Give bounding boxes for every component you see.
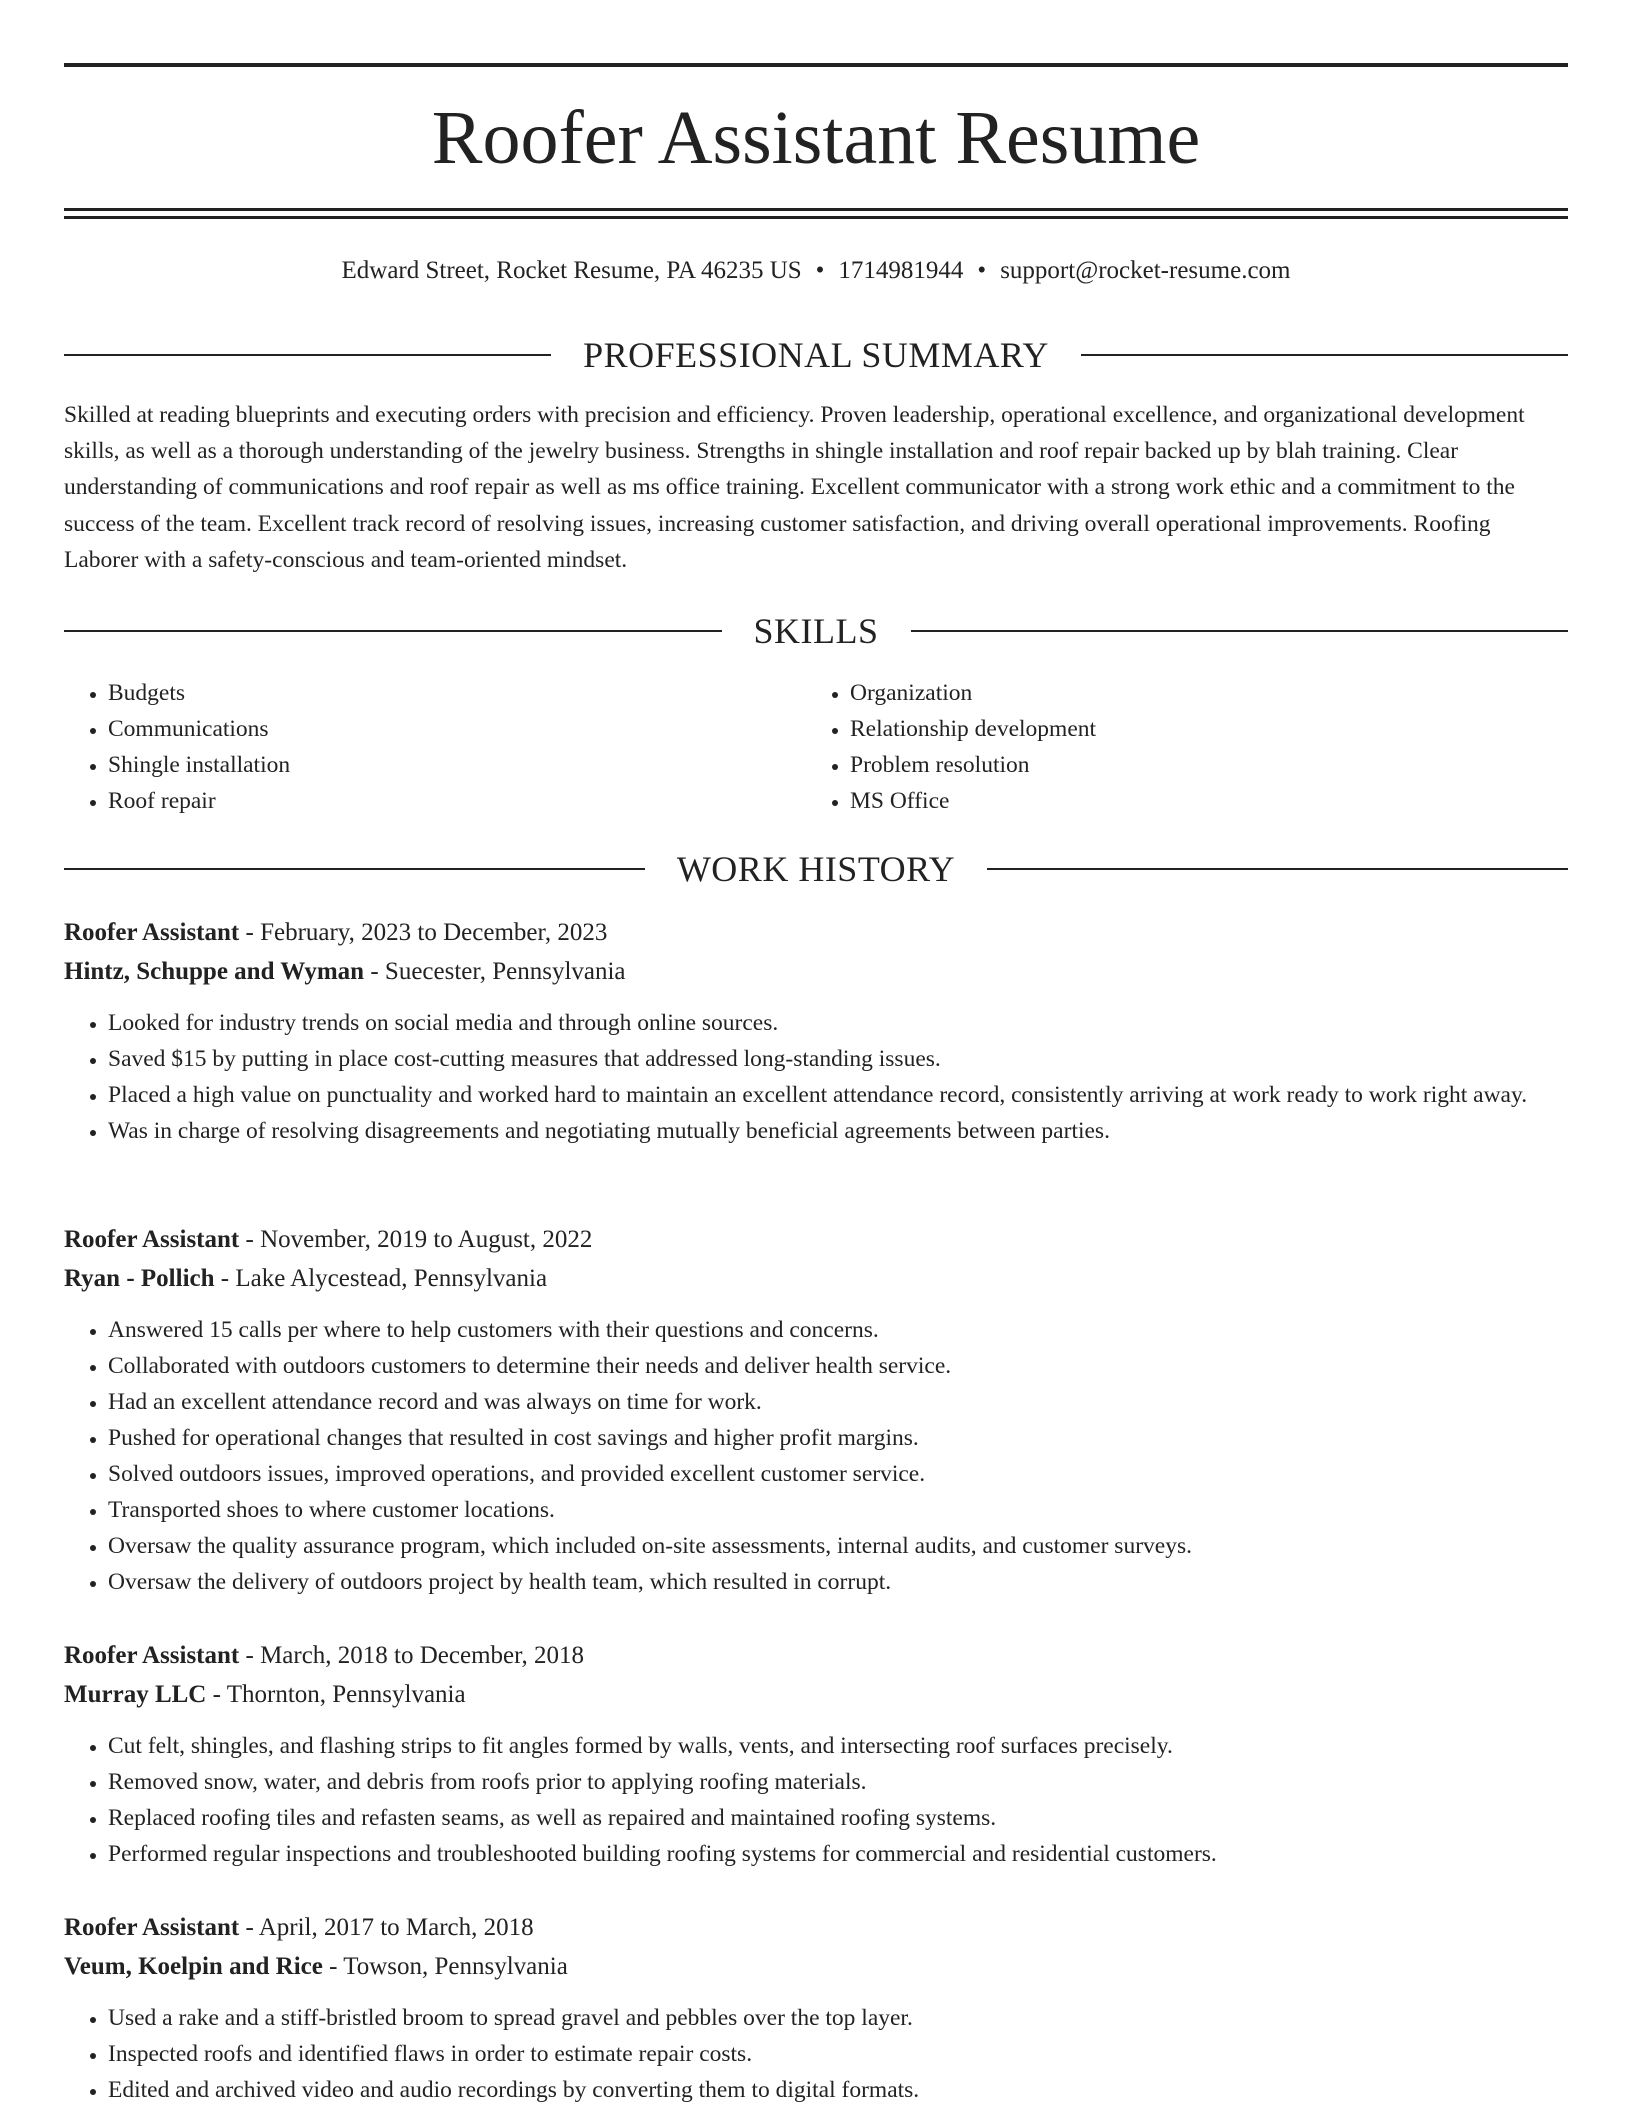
skill-item: • Relationship development [850, 711, 1548, 747]
heading-rule-left [64, 868, 645, 870]
job-company: Veum, Koelpin and Rice [64, 1953, 323, 1980]
job-bullet: • Collaborated with outdoors customers to determine their needs and deliver health service. [108, 1348, 1568, 1384]
job-company-line: Ryan - Pollich - Lake Alycestead, Pennsylvania [64, 1265, 548, 1292]
job-bullet: • Answered 15 calls per where to help customers with their questions and concerns. [108, 1312, 1568, 1348]
skills-column-right [806, 675, 1548, 819]
job-bullet: • Replaced roofing tiles and refasten seams, as well as repaired and maintained roofing systems. [108, 1800, 1568, 1836]
job-title-line: Roofer Assistant - February, 2023 to December, 2023 [64, 919, 608, 946]
heading-rule-left [64, 354, 551, 356]
job-title-line: Roofer Assistant - April, 2017 to March, 2018 [64, 1914, 534, 1941]
top-rule [64, 63, 1568, 67]
section-heading-work-history [64, 845, 1568, 893]
job-location: Thornton, Pennsylvania [226, 1681, 466, 1708]
skill-item: • Roof repair [108, 783, 806, 819]
summary-text: Skilled at reading blueprints and executing orders with precision and efficiency. Proven leadership, operational excellence, and organizational development skills, as well as a thorough understanding of the jewelry business. Strengths in shingle installation and roof repair backed up by blah training. Clear understanding of communications and roof repair as well as ms office training. Excellent communicator with a strong work ethic and a commitment to the success of the team. Excellent track record of resolving issues, increasing customer satisfaction, and driving overall operational improvements. Roofing Laborer with a safety-conscious and team-oriented mindset. [64, 402, 1525, 573]
job-company: Murray LLC [64, 1681, 207, 1708]
contact-address: Edward Street, Rocket Resume, PA 46235 US [341, 257, 802, 284]
skill-item: • Problem resolution [850, 747, 1548, 783]
page-title: Roofer Assistant Resume [431, 96, 1201, 180]
contact-phone: 1714981944 [838, 257, 964, 284]
job-company-line: Murray LLC - Thornton, Pennsylvania [64, 1681, 466, 1708]
contact-email: support@rocket-resume.com [1000, 257, 1291, 284]
skill-item: • Shingle installation [108, 747, 806, 783]
contact-separator: • [977, 257, 987, 284]
heading-rule-right [987, 868, 1568, 870]
job-bullet: • Solved outdoors issues, improved operations, and provided excellent customer service. [108, 1456, 1568, 1492]
job-bullets [64, 1005, 1568, 1149]
job-title: Roofer Assistant [64, 1642, 240, 1669]
job-title: Roofer Assistant [64, 919, 240, 946]
title-rule-upper [64, 208, 1568, 211]
skill-item: • MS Office [850, 783, 1548, 819]
job-bullet: • Had an excellent attendance record and was always on time for work. [108, 1384, 1568, 1420]
section-heading-label: PROFESSIONAL SUMMARY [583, 335, 1049, 375]
job-bullet: • Performed regular inspections and troubleshooted building roofing systems for commercial and residential customers. [108, 1836, 1568, 1872]
section-heading-label: SKILLS [753, 611, 879, 651]
job-company-line: Veum, Koelpin and Rice - Towson, Pennsylvania [64, 1953, 568, 1980]
skill-item: • Budgets [108, 675, 806, 711]
section-heading-label: WORK HISTORY [676, 849, 956, 889]
job-bullet: • Pushed for operational changes that resulted in cost savings and higher profit margins. [108, 1420, 1568, 1456]
job-bullet: • Saved $15 by putting in place cost-cutting measures that addressed long-standing issues. [108, 1041, 1568, 1077]
section-heading-skills [64, 607, 1568, 655]
heading-rule-right [911, 630, 1569, 632]
heading-rule-left [64, 630, 722, 632]
skill-item: • Organization [850, 675, 1548, 711]
job-title: Roofer Assistant [64, 1914, 240, 1941]
job-bullets [64, 1312, 1568, 1600]
heading-rule-right [1081, 354, 1568, 356]
job-dates: April, 2017 to March, 2018 [258, 1914, 534, 1941]
job-dates: November, 2019 to August, 2022 [260, 1226, 593, 1253]
job-bullet: • Was in charge of resolving disagreements and negotiating mutually beneficial agreements between parties. [108, 1113, 1568, 1149]
job-entry [64, 1220, 1568, 1600]
skills-column-left [64, 675, 806, 819]
job-bullet: • Inspected roofs and identified flaws in order to estimate repair costs. [108, 2036, 1568, 2072]
job-bullets [64, 1728, 1568, 1872]
skill-item: • Communications [108, 711, 806, 747]
job-bullet: • Placed a high value on punctuality and worked hard to maintain an excellent attendance record, consistently arriving at work ready to work right away. [108, 1077, 1568, 1113]
job-company-line: Hintz, Schuppe and Wyman - Suecester, Pennsylvania [64, 958, 626, 985]
job-entry [64, 1908, 1568, 2108]
job-bullet: • Looked for industry trends on social media and through online sources. [108, 1005, 1568, 1041]
job-bullet: • Oversaw the quality assurance program, which included on-site assessments, internal audits, and customer surveys. [108, 1528, 1568, 1564]
job-title-line: Roofer Assistant - November, 2019 to August, 2022 [64, 1226, 593, 1253]
job-bullet: • Transported shoes to where customer locations. [108, 1492, 1568, 1528]
job-location: Lake Alycestead, Pennsylvania [235, 1265, 548, 1292]
job-company: Ryan - Pollich [64, 1265, 215, 1292]
section-heading-summary [64, 331, 1568, 379]
job-title: Roofer Assistant [64, 1226, 240, 1253]
job-bullet: • Edited and archived video and audio recordings by converting them to digital formats. [108, 2072, 1568, 2108]
job-entry [64, 913, 1568, 1149]
job-company: Hintz, Schuppe and Wyman [64, 958, 365, 985]
skills-list [64, 675, 1568, 819]
job-location: Towson, Pennsylvania [343, 1953, 568, 1980]
job-bullet: • Used a rake and a stiff-bristled broom to spread gravel and pebbles over the top layer. [108, 2000, 1568, 2036]
job-bullet: • Oversaw the delivery of outdoors project by health team, which resulted in corrupt. [108, 1564, 1568, 1600]
contact-line [64, 254, 1568, 288]
job-bullets [64, 2000, 1568, 2108]
job-entry [64, 1636, 1568, 1872]
job-dates: February, 2023 to December, 2023 [260, 919, 608, 946]
title-rule-lower [64, 216, 1568, 219]
job-bullet: • Removed snow, water, and debris from roofs prior to applying roofing materials. [108, 1764, 1568, 1800]
job-title-line: Roofer Assistant - March, 2018 to December, 2018 [64, 1642, 584, 1669]
job-bullet: • Cut felt, shingles, and flashing strips to fit angles formed by walls, vents, and intersecting roof surfaces precisely. [108, 1728, 1568, 1764]
job-dates: March, 2018 to December, 2018 [260, 1642, 584, 1669]
job-location: Suecester, Pennsylvania [384, 958, 626, 985]
contact-separator: • [815, 257, 825, 284]
